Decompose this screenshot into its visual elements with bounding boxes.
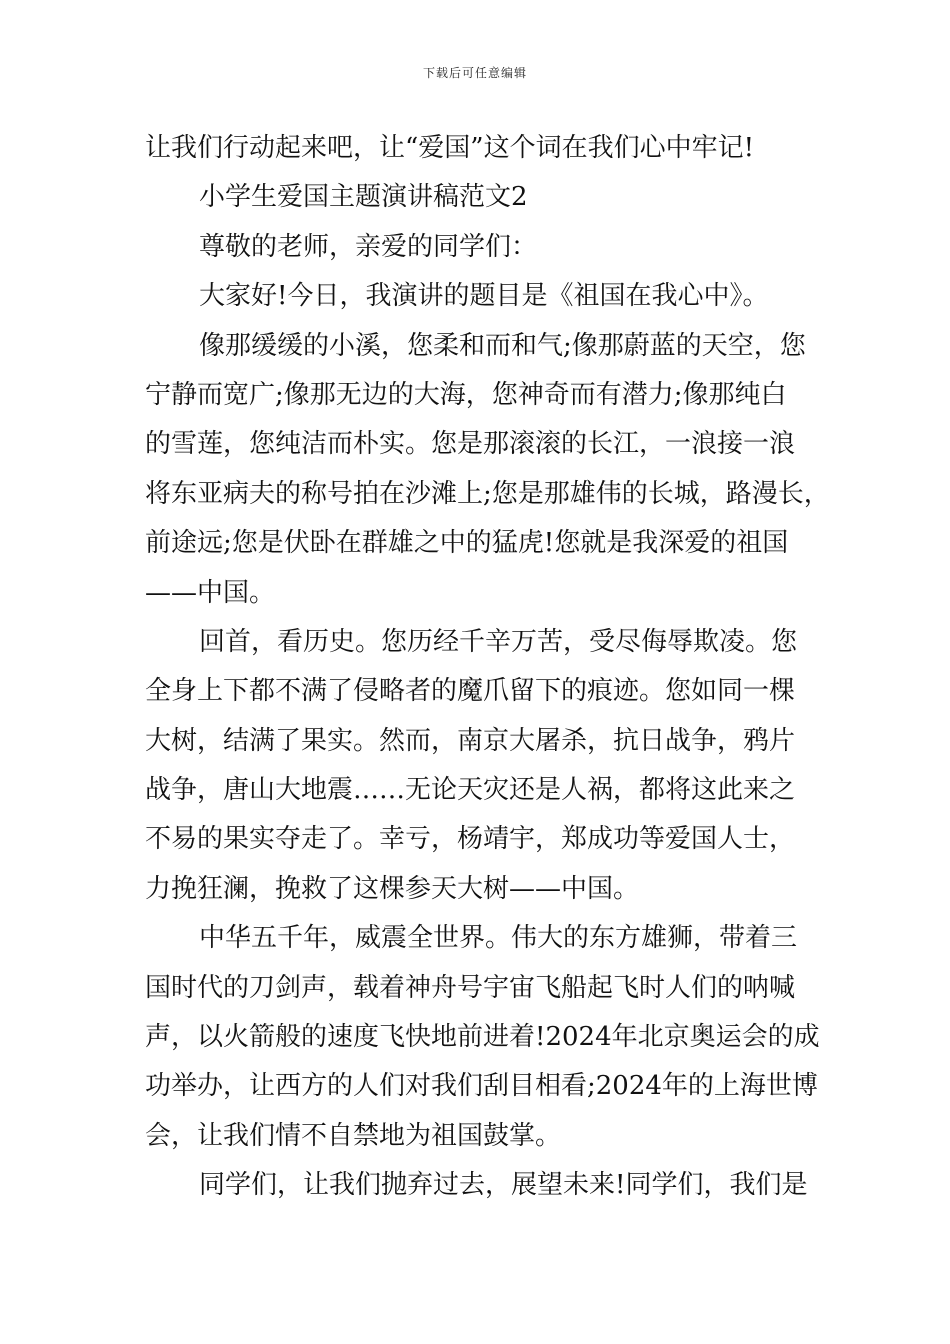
text-line: 前途远;您是伏卧在群雄之中的猛虎!您就是我深爱的祖国: [145, 528, 789, 559]
page-header: 下载后可任意编辑: [422, 66, 527, 80]
text-line: 回首，看历史。您历经千辛万苦，受尽侮辱欺凌。您: [199, 626, 798, 657]
salutation: 尊敬的老师，亲爱的同学们：: [199, 231, 538, 262]
text-line: 同学们，让我们抛弃过去，展望未来!同学们，我们是: [199, 1170, 808, 1201]
text-line: 的雪莲，您纯洁而朴实。您是那滚滚的长江，一浪接一浪: [145, 429, 796, 460]
text-line: 声，以火箭般的速度飞快地前进着!2024年北京奥运会的成: [145, 1022, 820, 1053]
text-line: 将东亚病夫的称号拍在沙滩上;您是那雄伟的长城，路漫长，: [145, 478, 830, 509]
text-line: 全身上下都不满了侵略者的魔爪留下的痕迹。您如同一棵: [145, 676, 796, 707]
text-line: 大树，结满了果实。然而，南京大屠杀，抗日战争，鸦片: [145, 725, 796, 756]
text-line: 功举办，让西方的人们对我们刮目相看;2024年的上海世博: [145, 1071, 818, 1102]
text-line: 像那缓缓的小溪，您柔和而和气;像那蔚蓝的天空，您: [199, 330, 806, 361]
text-line: 力挽狂澜，挽救了这棵参天大树——中国。: [145, 873, 640, 904]
text-line: 让我们行动起来吧，让“爱国”这个词在我们心中牢记!: [145, 133, 755, 163]
text-line: 国时代的刀剑声，载着神舟号宇宙飞船起飞时人们的呐喊: [145, 972, 796, 1003]
text-line: ——中国。: [145, 577, 276, 608]
text-line: 会，让我们情不自禁地为祖国鼓掌。: [145, 1120, 562, 1151]
text-line: 战争，唐山大地震……无论天灾还是人祸，都将这此来之: [145, 775, 796, 806]
text-line: 宁静而宽广;像那无边的大海，您神奇而有潜力;像那纯白: [145, 379, 787, 410]
text-line: 不易的果实夺走了。幸亏，杨靖宇，郑成功等爱国人士，: [145, 824, 796, 855]
text-line: 大家好!今日，我演讲的题目是《祖国在我心中》。: [199, 281, 769, 312]
document-body: [145, 124, 830, 1211]
text-line: 中华五千年，威震全世界。伟大的东方雄狮，带着三: [199, 923, 798, 954]
section-title: 小学生爱国主题演讲稿范文2: [199, 182, 528, 213]
